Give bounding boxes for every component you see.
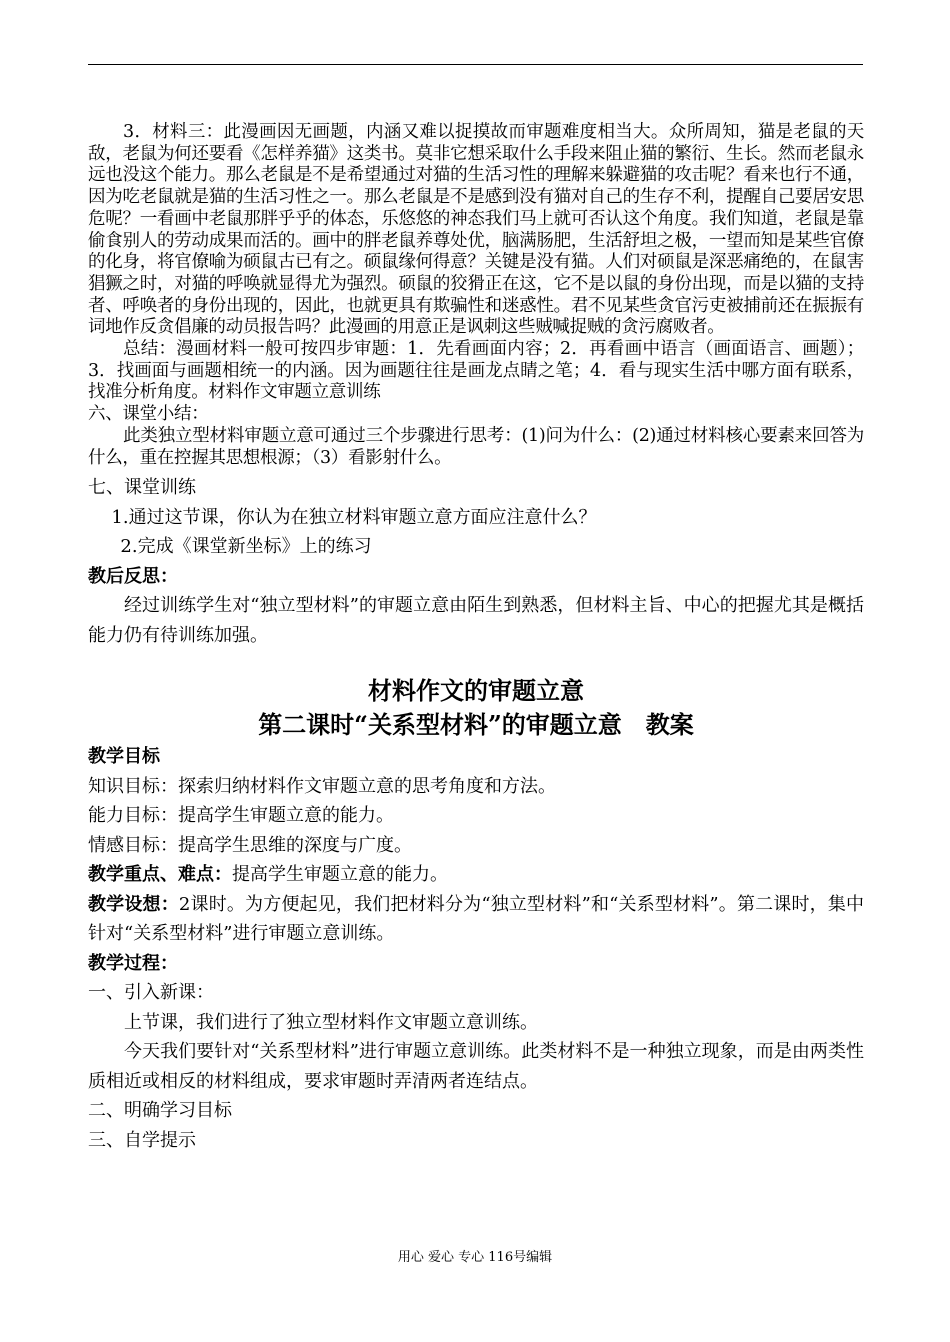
step-two-heading: 二、明确学习目标 xyxy=(88,1100,232,1122)
section-seven-heading: 七、课堂训练 xyxy=(88,477,196,499)
step-one-heading: 一、引入新课： xyxy=(88,982,214,1004)
material-three-paragraph: 3．材料三：此漫画因无画题，内涵又难以捉摸故而审题难度相当大。众所周知，猫是老鼠的天敌，老鼠为何还要看《怎样养猫》这类书。莫非它想采取什么手段来阻止猫的繁衍、生长。然而老鼠永远也没这个能力。那么老鼠是不是希望通过对猫的生活习性的理解来躲避猫的攻击呢？看来也行不通，因为吃老鼠就是猫的生活习性之一。那么老鼠是不是感到没有猫对自己的生存不利，提醒自己要居安思危呢？一看画中老鼠那胖乎乎的体态，乐悠悠的神态我们马上就可否认这个角度。我们知道，老鼠是靠偷食别人的劳动成果而活的。画中的胖老鼠养尊处优，脑满肠肥，生活舒坦之极，一望而知是某些官僚的化身，将官僚喻为硕鼠古已有之。硕鼠缘何得意？关键是没有猫。人们对硕鼠是深恶痛绝的，在鼠害猖獗之时，对猫的呼唤就显得尤为强烈。硕鼠的狡猾正在这，它不是以鼠的身份出现，而是以猫的支持者、呼唤者的身份出现的，因此，也就更具有欺骗性和迷惑性。君不见某些贪官污吏被捕前还在振振有词地作反贪倡廉的动员报告吗？此漫画的用意正是讽刺这些贼喊捉贼的贪污腐败者。 xyxy=(88,122,864,338)
reflection-body: 经过训练学生对“独立型材料”的审题立意由陌生到熟悉，但材料主旨、中心的把握尤其是概括能力仍有待训练加强。 xyxy=(88,595,864,646)
lesson-subtitle: 第二课时“关系型材料”的审题立意 教案 xyxy=(258,710,694,740)
key-points-text: 提高学生审题立意的能力。 xyxy=(232,864,448,886)
document-body xyxy=(88,122,864,1155)
teaching-goals-heading: 教学目标 xyxy=(88,746,160,768)
key-points xyxy=(88,860,864,890)
page-footer: 用心 爱心 专心 116号编辑 xyxy=(397,1250,553,1265)
exercise-item-2: 2.完成《课堂新坐标》上的练习 xyxy=(120,536,372,558)
teaching-design xyxy=(88,890,864,949)
knowledge-goal: 知识目标：探索归纳材料作文审题立意的思考角度和方法。 xyxy=(88,775,556,797)
teaching-design-text: 2课时。为方便起见，我们把材料分为“独立型材料”和“关系型材料”。第二课时，集中针对“关系型材料”进行审题立意训练。 xyxy=(88,893,865,945)
section-six-body: 此类独立型材料审题立意可通过三个步骤进行思考：(1)问为什么：(2)通过材料核心要素来回答为什么，重在控握其思想根源；（3）看影射什么。 xyxy=(88,425,864,468)
teaching-process-heading: 教学过程： xyxy=(88,952,178,974)
exercise-item-1: 1.通过这节课，你认为在独立材料审题立意方面应注意什么？ xyxy=(111,506,597,528)
lesson-title: 材料作文的审题立意 xyxy=(368,676,584,706)
section-six-heading: 六、课堂小结： xyxy=(88,404,209,425)
header-rule xyxy=(88,64,863,65)
teaching-design-label: 教学设想： xyxy=(88,893,179,915)
ability-goal: 能力目标：提高学生审题立意的能力。 xyxy=(88,805,394,827)
step-one-paragraph-2: 今天我们要针对“关系型材料”进行审题立意训练。此类材料不是一种独立现象，而是由两类性质相近或相反的材料组成，要求审题时弄清两者连结点。 xyxy=(88,1041,864,1092)
step-three-heading: 三、自学提示 xyxy=(88,1129,196,1151)
summary-paragraph: 总结：漫画材料一般可按四步审题：1．先看画面内容；2．再看画中语言（画面语言、画题）；3．找画面与画题相统一的内涵。因为画题往往是画龙点睛之笔；4．看与现实生活中哪方面有联系，找准分析角度。材料作文审题立意训练 xyxy=(88,339,864,403)
key-points-label: 教学重点、难点： xyxy=(88,864,232,886)
reflection-heading: 教后反思： xyxy=(88,565,178,587)
step-one-paragraph-1: 上节课，我们进行了独立型材料作文审题立意训练。 xyxy=(124,1011,538,1033)
emotion-goal: 情感目标：提高学生思维的深度与广度。 xyxy=(88,834,412,856)
